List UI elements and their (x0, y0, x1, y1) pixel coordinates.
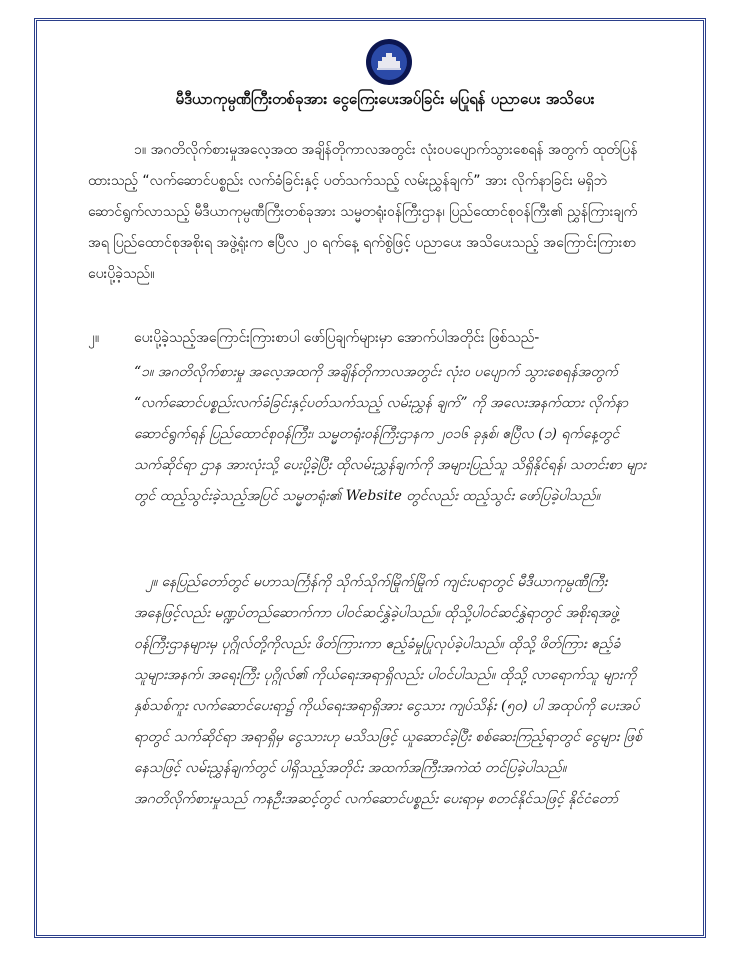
quoted-paragraph-2: ၂။ နေပြည်တော်တွင် မဟာသင်္ကြန်ကို သိုက်သိုက်မြိုက်မြိုက် ကျင်းပရာတွင် မီဒီယာကုမ္ပဏီကြီး အနေဖြင့်လည်း မဏ္ဍပ်တည်ဆောက်ကာ ပါဝင်ဆင်နွှဲခဲ့ပါသည်။ ထိုသို့ပါဝင်ဆင်နွှဲရာတွင် အစိုးရအဖွဲ့ ဝန်ကြီးဌာနများမှ ပုဂ္ဂိုလ်တို့ကိုလည်း ဖိတ်ကြားကာ ဧည့်ခံမှုပြုလုပ်ခဲ့ပါသည်။ ထိုသို့ ဖိတ်ကြား ဧည့်ခံသူများအနက်၊ အရေးကြီး ပုဂ္ဂိုလ်၏ ကိုယ်ရေးအရာရှိလည်း ပါဝင်ပါသည်။ ထိုသို့ လာရောက်သူ များကို နှစ်သစ်ကူး လက်ဆောင်ပေးရာ၌ ကိုယ်ရေးအရာရှိအား ငွေသား ကျပ်သိန်း (၅၀) ပါ အထုပ်ကို ပေးအပ်ရာတွင် သက်ဆိုင်ရာ အရာရှိမှ ငွေသားဟု မသိသဖြင့် ယူဆောင်ခဲ့ပြီး စစ်ဆေးကြည့်ရာတွင် ငွေများ ဖြစ်နေသဖြင့် လမ်းညွှန်ချက်တွင် ပါရှိသည့်အတိုင်း အထက်အကြီးအကဲထံ တင်ပြခဲ့ပါသည်။ အဂတိလိုက်စားမှုသည် ကနဦးအဆင့်တွင် လက်ဆောင်ပစ္စည်း ပေးရာမှ စတင်နိုင်သဖြင့် နိုင်ငံတော် (134, 574, 643, 807)
paragraph-1-number: ၁။ (134, 142, 147, 158)
paragraph-2-text: ပေးပို့ခဲ့သည့်အကြောင်းကြားစာပါ ဖော်ပြချက်များမှာ အောက်ပါအတိုင်း ဖြစ်သည်- (134, 330, 540, 346)
quoted-paragraph-1: “၁။ အဂတိလိုက်စားမှု အလေ့အထကို အချိန်တိုကာလအတွင်း လုံးဝ ပပျောက် သွားစေရန်အတွက် “လက်ဆောင်ပစ္စည်းလက်ခံခြင်းနှင့်ပတ်သက်သည့် လမ်းညွှန် ချက်” ကို အလေးအနက်ထား လိုက်နာ ဆောင်ရွက်ရန် ပြည်ထောင်စုဝန်ကြီး၊ သမ္မတရုံးဝန်ကြီးဌာနက ၂၀၁၆ ခုနှစ်၊ ဧပြီလ (၁) ရက်နေ့တွင် သက်ဆိုင်ရာ ဌာန အားလုံးသို့ ပေးပို့ခဲ့ပြီး ထိုလမ်းညွှန်ချက်ကို အများပြည်သူ သိရှိနိုင်ရန်၊ သတင်းစာ များတွင် ထည့်သွင်းခဲ့သည့်အပြင် သမ္မတရုံး၏ Website တွင်လည်း ထည့်သွင်း ဖော်ပြခဲ့ပါသည်။ (134, 364, 646, 504)
document-title: မီဒီယာကုမ္ပဏီကြီးတစ်ခုအား ငွေကြေးပေးအပ်ခြင်း မပြုရန် ပညာပေး အသိပေး (175, 90, 595, 108)
paragraph-2 (88, 323, 648, 354)
paragraph-2-number: ၂။ (88, 330, 100, 346)
presidential-seal-icon (365, 38, 413, 86)
paragraph-1 (88, 135, 648, 290)
paragraph-1-text: ၁။ အဂတိလိုက်စားမှုအလေ့အထ အချိန်တိုကာလအတွင်း လုံးဝပပျောက်သွားစေရန် အတွက် ထုတ်ပြန်ထားသည့် “လက်ဆောင်ပစ္စည်း လက်ခံခြင်းနှင့် ပတ်သက်သည့် လမ်းညွှန်ချက်” အား လိုက်နာခြင်း မရှိဘဲ ဆောင်ရွက်လာသည့် မီဒီယာကုမ္ပဏီကြီးတစ်ခုအား သမ္မတရုံးဝန်ကြီးဌာန၊ ပြည်ထောင်စုဝန်ကြီး၏ ညွှန်ကြားချက်အရ ပြည်ထောင်စုအစိုးရ အဖွဲ့ရုံးက ဧပြီလ ၂၀ ရက်နေ့ ရက်စွဲဖြင့် ပညာပေး အသိပေးသည့် အကြောင်းကြားစာ ပေးပို့ခဲ့သည်။ (88, 142, 638, 282)
